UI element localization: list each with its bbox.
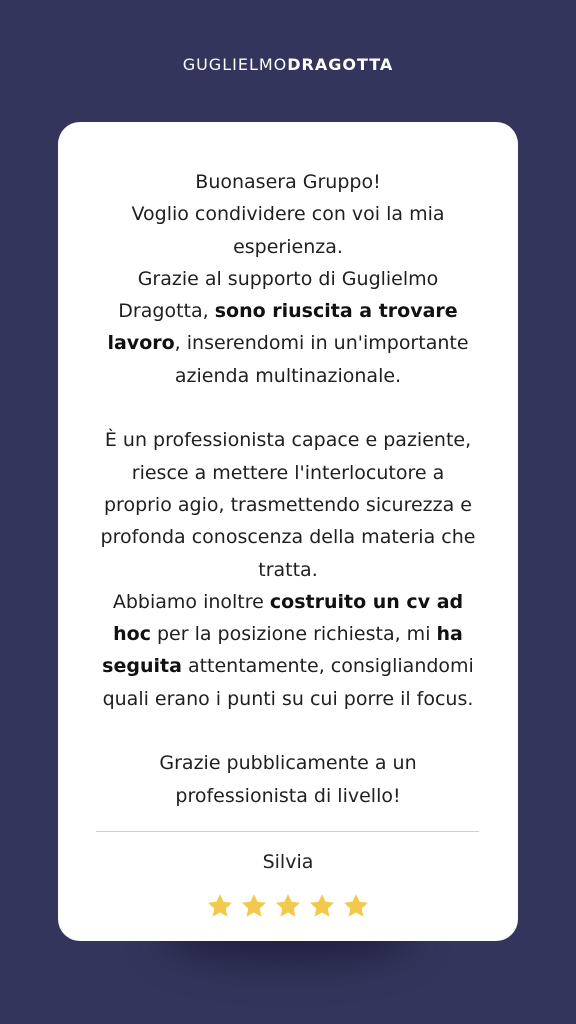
testimonial-line — [58, 327, 518, 359]
testimonial-card — [58, 122, 518, 941]
testimonial-line — [58, 650, 518, 682]
testimonial-line: professionista di livello! — [175, 784, 401, 807]
star-icon — [240, 892, 268, 920]
testimonial-line: Voglio condividere con voi la mia — [131, 203, 445, 226]
testimonial-line: riesce a mettere l'interlocutore a — [131, 461, 445, 484]
divider — [96, 831, 479, 832]
paragraph-spacer — [58, 392, 518, 424]
testimonial-text — [58, 166, 518, 812]
star-icon — [308, 892, 336, 920]
testimonial-line: quali erano i punti su cui porre il focus. — [102, 687, 474, 710]
testimonial-line: Buonasera Gruppo! — [195, 171, 381, 193]
testimonial-line: Grazie pubblicamente a un — [159, 752, 417, 775]
testimonial-line: proprio agio, trasmettendo sicurezza e — [103, 493, 472, 516]
testimonial-line: esperienza. — [233, 235, 343, 258]
highlight-text: ha — [436, 623, 463, 646]
testimonial-line: Grazie al supporto di Guglielmo — [137, 267, 439, 290]
author-name: Silvia — [262, 851, 314, 873]
brand-first-name: GUGLIELMO — [182, 55, 288, 74]
testimonial-line: profonda conoscenza della materia che — [100, 526, 476, 549]
star-icon — [274, 892, 302, 920]
testimonial-line: È un professionista capace e paziente, — [104, 429, 472, 452]
testimonial-line — [58, 618, 518, 650]
highlight-text: lavoro — [107, 332, 175, 355]
testimonial-line: azienda multinazionale. — [174, 364, 402, 387]
testimonial-line — [58, 586, 518, 618]
testimonial-line: tratta. — [258, 558, 318, 581]
text-fragment: attentamente, consigliandomi — [181, 655, 474, 678]
star-icon — [206, 892, 234, 920]
highlight-text: hoc — [113, 623, 151, 646]
highlight-text: costruito un cv ad — [269, 590, 464, 613]
paragraph-spacer — [58, 715, 518, 747]
highlight-text: seguita — [102, 655, 182, 678]
star-rating — [206, 892, 370, 920]
testimonial-line — [58, 295, 518, 327]
highlight-text: sono riuscita a trovare — [214, 300, 458, 323]
text-fragment: Abbiamo inoltre — [112, 590, 270, 613]
star-icon — [342, 892, 370, 920]
brand-logo — [0, 55, 576, 75]
brand-last-name: DRAGOTTA — [287, 55, 394, 74]
text-fragment: , inserendomi in un'importante — [174, 332, 469, 355]
text-fragment: Dragotta, — [118, 300, 215, 323]
text-fragment: per la posizione richiesta, mi — [150, 623, 437, 646]
